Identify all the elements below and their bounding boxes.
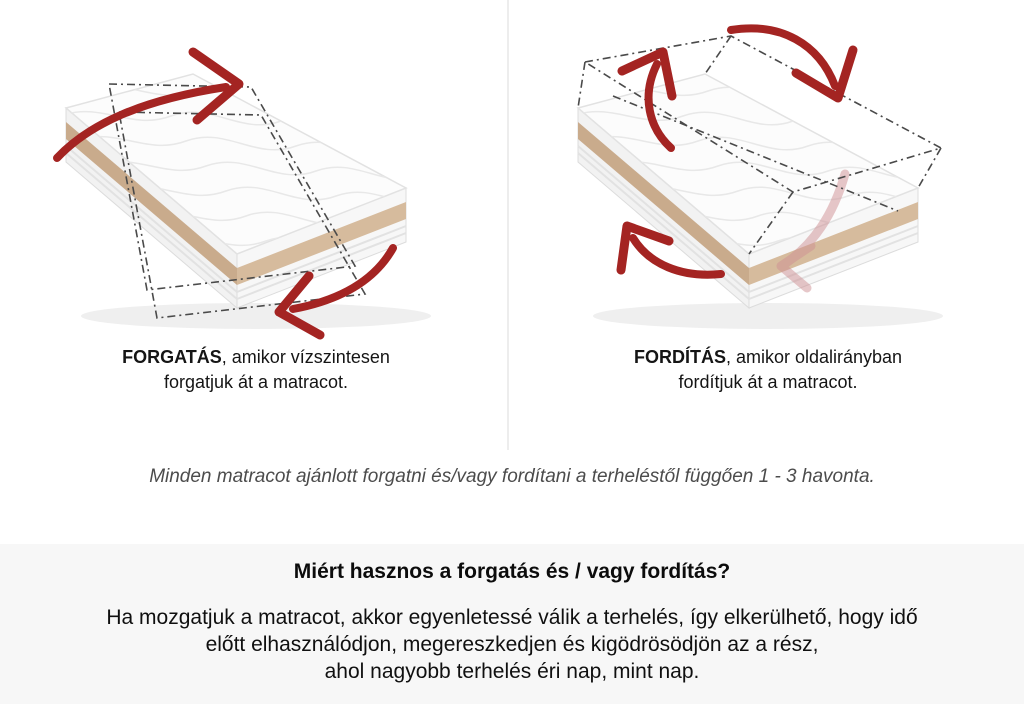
mattress-graphic <box>573 74 958 329</box>
info-body-line-3: ahol nagyobb terhelés éri nap, mint nap. <box>324 660 700 683</box>
rotation-caption-term: FORGATÁS <box>122 347 222 367</box>
flip-illustration <box>553 16 983 341</box>
flip-caption <box>634 345 902 395</box>
info-heading: Miért hasznos a forgatás és / vagy fordítás? <box>293 560 731 583</box>
flip-caption-rest: , amikor oldalirányban <box>725 347 903 367</box>
panel-divider <box>507 0 509 450</box>
info-body <box>0 604 1024 685</box>
info-section <box>0 544 1024 704</box>
rotation-caption <box>122 345 390 395</box>
flip-caption-line2: fordítjuk át a matracot. <box>678 372 858 392</box>
flip-caption-term: FORDÍTÁS <box>633 347 726 367</box>
panel-flip <box>512 0 1024 395</box>
rotation-caption-rest: , amikor vízszintesen <box>221 347 390 367</box>
rotation-caption-line2: forgatjuk át a matracot. <box>163 372 349 392</box>
panel-rotation <box>0 0 512 395</box>
frequency-note: Minden matracot ajánlott forgatni és/vagy fordítani a terheléstől függően 1 - 3 havonta. <box>149 466 875 487</box>
info-body-line-2: előtt elhasználódjon, megereszkedjen és kigödrösödjön az a rész, <box>205 633 819 656</box>
rotation-illustration <box>41 16 471 341</box>
info-body-line-1: Ha mozgatjuk a matracot, akkor egyenletessé válik a terhelés, így elkerülhető, hogy idő <box>106 606 918 629</box>
